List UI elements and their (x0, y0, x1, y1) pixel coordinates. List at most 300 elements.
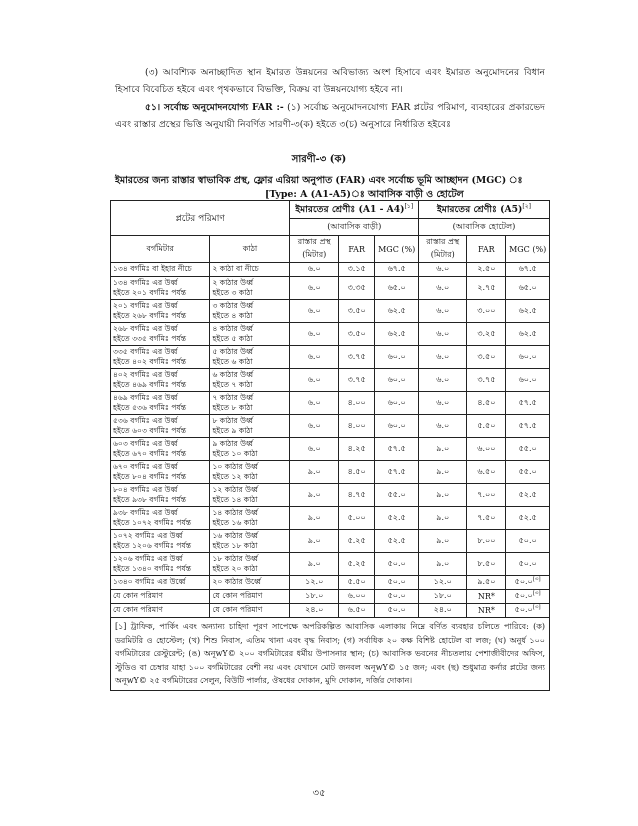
far-a5-cell-value: ২.৭৫ (477, 282, 496, 292)
far-cell-value: ৩.৭৫ (347, 351, 366, 361)
mgc-cell (375, 300, 419, 323)
mgc-cell (375, 484, 419, 507)
road-width-a5-cell (418, 576, 467, 590)
road-width-cell-value: ৯.০ (307, 489, 321, 499)
road-width-cell (290, 553, 339, 576)
plot-size-katha (210, 590, 290, 604)
far-cell-value: ৪.৫০ (347, 466, 366, 476)
plot-size-katha-line: হইতে ১২ কাঠা (212, 472, 258, 481)
far-cell (338, 484, 374, 507)
plot-size-sqm-line: হইতে ৩৩৫ বর্গমিঃ পর্যন্ত (113, 334, 187, 343)
plot-size-katha (210, 576, 290, 590)
road-width-a5-cell-value: ৯.০ (436, 466, 450, 476)
table-row (111, 438, 550, 461)
plot-size-katha-line: হইতে ৭ কাঠা (212, 380, 253, 389)
mgc-cell (375, 346, 419, 369)
group-a1-a4-header (290, 201, 419, 219)
plot-size-sqm-line: ১৩৪ বর্গমিঃ বা ইহার নীচে (113, 264, 192, 274)
plot-size-katha-line: ৫ কাঠার উর্ধ্ব (212, 346, 254, 356)
table-row (111, 590, 550, 604)
plot-size-katha-line: হইতে ৬ কাঠা (212, 357, 253, 366)
plot-size-katha-line: যে কোন পরিমাণ (212, 591, 263, 601)
road-width-a5-cell-value: ৬.০ (436, 282, 450, 292)
mgc-a5-cell-value: ৬৭.৫ (518, 264, 537, 273)
plot-size-katha-line: হইতে ৩ কাঠা (212, 288, 253, 297)
road-width-a5-cell (418, 438, 467, 461)
plot-size-katha-line: হইতে ১৪ কাঠা (212, 495, 258, 504)
road-width-a5-cell-value: ২৪.০ (433, 605, 452, 614)
road-width-a5-cell-value: ৬.০ (436, 420, 450, 430)
plot-size-katha-line: ২০ কাঠার উর্ধ্বে (212, 577, 262, 587)
road-width-cell (290, 415, 339, 438)
plot-size-sqm (111, 323, 210, 346)
mgc-a5-cell (506, 300, 550, 323)
road-width-a5-cell-value: ৯.০ (436, 512, 450, 522)
far-a5-cell (467, 346, 506, 369)
far-a5-cell (467, 553, 506, 576)
plot-size-sqm (111, 604, 210, 618)
road-width-cell-value: ২৪.০ (305, 605, 324, 614)
mgc-cell-value: ৬০.০ (387, 374, 406, 384)
footnote-marker: [৩] (532, 604, 541, 611)
far-a5-cell-value: ৭.৫০ (477, 512, 496, 522)
table-row (111, 461, 550, 484)
mgc-a5-cell-value: ৬০.০ (518, 351, 537, 361)
far-a5-cell (467, 263, 506, 277)
far-cell (338, 277, 374, 300)
mgc-a5-cell (506, 604, 550, 618)
far-a5-cell-value: ২.৫০ (477, 264, 496, 273)
plot-size-sqm-line: ৩৩৫ বর্গমিঃ এর উর্ধ্ব (113, 346, 178, 356)
mgc-cell (375, 507, 419, 530)
col-mgc: MGC (%) (375, 236, 419, 263)
road-width-cell (290, 530, 339, 553)
road-width-cell-value: ৬.০ (307, 397, 321, 407)
road-width-a5-cell-value: ৯.০ (436, 535, 450, 545)
mgc-a5-cell (506, 346, 550, 369)
table-footnote: [১] ট্রাফিক, পার্কিং এবং অন্যান্য চাহিদা পূরণ সাপেক্ষে অপরিকল্পিত আবাসিক এলাকায় নিম্নে বর্ণিত ব্যবহার চলিতে পারিবে: (ক) ডরমিটরি ও হোস্টেল; (খ) শিশু নিবাস, এতিম খানা এবং বৃদ্ধ নিবাস; (গ) সর্বাধিক ২০ কক্ষ বিশিষ্ট হোটেল বা লজ; (ঘ) অনুর্ধ ১০০ বর্গমিটারের রেস্টুরেন্ট; (ঙ) অনূwY© ২০০ বর্গমিটারের ধর্মীয় উপাসনার স্থান; (চ) আবাসিক ভবনের নীচতলায় পেশাজীবীদের অফিস, স্টুডিও বা চেম্বার যাহা ১০০ বর্গমিটারের বেশী নয় এবং যেখানে মোট জনবল অনূwY© ১৫ জন; এবং (ছ) শুধুমাত্র কর্নার প্লটের জন্য অনূwY© ২৫ বর্গমিটারের সেলুন, বিউটি পার্লার, ঔষধের দোকান, মুদি দোকান, দর্জির দোকান। (111, 618, 550, 691)
plot-size-katha-line: হইতে ৮ কাঠা (212, 403, 253, 412)
road-width-a5-cell (418, 530, 467, 553)
road-width-cell-value: ৬.০ (307, 374, 321, 384)
plot-size-katha (210, 277, 290, 300)
road-width-a5-cell-value: ৯.০ (436, 558, 450, 568)
col-square-meter: বর্গমিটার (111, 236, 210, 263)
far-cell (338, 461, 374, 484)
plot-size-katha (210, 369, 290, 392)
plot-size-katha-line: ১৪ কাঠার উর্ধ্ব (212, 507, 258, 517)
mgc-cell-value: ৫০.০ (387, 605, 406, 614)
mgc-cell-value: ৫৭.৫ (387, 466, 406, 476)
table-row (111, 415, 550, 438)
mgc-a5-cell-value: ৫০.০ (514, 591, 533, 600)
far-a5-cell-value: NR* (477, 606, 495, 615)
far-a5-cell (467, 438, 506, 461)
mgc-cell (375, 576, 419, 590)
plot-size-katha-line: হইতে ১০ কাঠা (212, 449, 258, 458)
road-width-cell-value: ৬.০ (307, 264, 321, 273)
far-cell (338, 530, 374, 553)
mgc-a5-cell-value: ৫৭.৫ (518, 420, 537, 430)
far-a5-cell (467, 415, 506, 438)
road-width-cell-value: ৯.০ (307, 512, 321, 522)
road-width-cell (290, 507, 339, 530)
road-width-a5-cell-value: ১৮.০ (433, 591, 452, 600)
road-width-cell-value: ৬.০ (307, 328, 321, 338)
table-row (111, 392, 550, 415)
plot-size-sqm-line: হইতে ৪৬৯ বর্গমিঃ পর্যন্ত (113, 380, 187, 389)
plot-size-katha (210, 300, 290, 323)
plot-size-katha-line: ৬ কাঠার উর্ধ্ব (212, 369, 254, 379)
far-a5-cell (467, 530, 506, 553)
mgc-a5-cell (506, 461, 550, 484)
road-width-cell-value: ৬.০ (307, 351, 321, 361)
mgc-cell (375, 438, 419, 461)
page-number: ৩৫ (312, 788, 326, 799)
far-cell-value: ৪.২৫ (347, 443, 366, 453)
plot-size-sqm-line: হইতে ৫৩৬ বর্গমিঃ পর্যন্ত (113, 403, 187, 412)
plot-size-katha-line: ১০ কাঠার উর্ধ্ব (212, 461, 258, 471)
plot-size-katha-line: ৪ কাঠার উর্ধ্ব (212, 323, 254, 333)
road-width-cell-value: ৯.০ (307, 558, 321, 568)
group-a5-subtitle: (আবাসিক হোটেল) (418, 219, 549, 236)
far-a5-cell (467, 277, 506, 300)
far-cell (338, 369, 374, 392)
mgc-a5-cell (506, 263, 550, 277)
far-a5-cell-value: ৩.০০ (477, 305, 496, 315)
mgc-a5-cell-value: ৫৭.৫ (518, 397, 537, 407)
plot-size-sqm (111, 263, 210, 277)
far-cell (338, 553, 374, 576)
road-width-cell (290, 277, 339, 300)
plot-size-katha-line: ৩ কাঠার উর্ধ্ব (212, 300, 254, 310)
mgc-a5-cell (506, 590, 550, 604)
mgc-cell-value: ৬৭.৫ (387, 264, 406, 273)
table-row (111, 263, 550, 277)
road-width-cell (290, 263, 339, 277)
road-width-cell (290, 461, 339, 484)
far-a5-cell (467, 576, 506, 590)
road-width-a5-cell (418, 369, 467, 392)
plot-size-sqm (111, 590, 210, 604)
plot-size-katha-line: ৮ কাঠার উর্ধ্ব (212, 415, 254, 425)
mgc-cell-value: ৫৭.৫ (387, 443, 406, 453)
plot-size-sqm-line: ৪৬৯ বর্গমিঃ এর উর্ধ্ব (113, 392, 178, 402)
road-width-a5-cell (418, 415, 467, 438)
far-a5-cell (467, 484, 506, 507)
plot-size-sqm-line: ২০১ বর্গমিঃ এর উর্ধ্ব (113, 300, 178, 310)
mgc-cell (375, 461, 419, 484)
table-row (111, 530, 550, 553)
far-a5-cell-value: ৯.৫০ (477, 577, 496, 586)
road-width-a5-cell (418, 300, 467, 323)
far-a5-cell-value: ৫.৫০ (477, 420, 496, 430)
table-row (111, 576, 550, 590)
far-cell (338, 263, 374, 277)
plot-size-sqm-line: হইতে ১০৭২ বর্গমিঃ পর্যন্ত (113, 518, 192, 527)
far-table (110, 200, 550, 691)
far-cell-value: ৩.৫০ (347, 305, 366, 315)
road-width-a5-cell (418, 604, 467, 618)
far-a5-cell (467, 604, 506, 618)
plot-size-katha (210, 530, 290, 553)
group-a5-title: ইমারতের শ্রেণীঃ (A5) (437, 204, 523, 216)
mgc-a5-cell-value: ৫০.০ (514, 605, 533, 614)
table-row (111, 507, 550, 530)
road-width-a5-cell (418, 553, 467, 576)
mgc-cell-value: ৬২.৫ (387, 328, 406, 338)
road-width-a5-cell (418, 461, 467, 484)
road-width-a5-cell (418, 590, 467, 604)
table-row (111, 369, 550, 392)
section-51-text: (১) সর্বোচ্চ অনুমোদনযোগ্য FAR প্লটের পরিমাণ, ব্যবহারের প্রকারভেদ এবং রাস্তার প্রস্থের ভিত্তি অনুযায়ী নিবর্ণিত সারণী-৩(ক) হইতে ৩(চ) অনুসারে নির্ধারিত হইবেঃ (115, 102, 545, 130)
road-width-cell-value: ৬.০ (307, 420, 321, 430)
col-road-width-a5: রাস্তার প্রস্থ (মিটার) (418, 236, 467, 263)
plot-size-katha (210, 392, 290, 415)
plot-size-katha (210, 415, 290, 438)
road-width-cell (290, 576, 339, 590)
far-cell-value: ৩.৫০ (347, 328, 366, 338)
road-width-a5-cell-value: ৯.০ (436, 443, 450, 453)
mgc-a5-cell-value: ৫২.৫ (518, 489, 537, 499)
road-width-a5-cell-value: ৬.০ (436, 264, 450, 273)
plot-size-katha (210, 604, 290, 618)
plot-size-sqm (111, 300, 210, 323)
mgc-cell-value: ৫২.৫ (387, 535, 406, 545)
table-caption (115, 174, 555, 202)
far-cell-value: ৪.০০ (347, 420, 366, 430)
plot-size-katha (210, 323, 290, 346)
far-a5-cell (467, 323, 506, 346)
plot-size-header: প্লটের পরিমাণ (111, 201, 290, 236)
plot-size-sqm (111, 346, 210, 369)
mgc-cell-value: ৫০.০ (387, 577, 406, 586)
road-width-a5-cell (418, 484, 467, 507)
far-cell-value: ৫.৫০ (347, 577, 366, 586)
plot-size-sqm-line: ১০৭২ বর্গমিঃ এর উর্ধ্ব (113, 530, 183, 540)
far-a5-cell-value: ৬.৫০ (477, 466, 496, 476)
far-a5-cell-value: NR* (477, 592, 495, 601)
footnote-marker: [৩] (532, 590, 541, 597)
far-a5-cell (467, 392, 506, 415)
group-a5-header (418, 201, 549, 219)
plot-size-sqm-line: ৮০৪ বর্গমিঃ এর উর্ধ্ব (113, 484, 178, 494)
far-cell-value: ৬.০০ (347, 591, 366, 600)
road-width-a5-cell (418, 346, 467, 369)
plot-size-katha-line: হইতে ২০ কাঠা (212, 564, 258, 573)
caption-line-1: ইমারতের জন্য রাস্তার স্বাভাবিক প্রস্থ, ফ্লোর এরিয়া অনুপাত (FAR) এবং সর্বোচ্চ ভূমি আচ্ছাদন (MGC) ঃ (115, 175, 523, 186)
plot-size-katha (210, 553, 290, 576)
far-a5-cell (467, 369, 506, 392)
road-width-a5-cell (418, 507, 467, 530)
far-a5-cell-value: ৪.৫০ (477, 397, 496, 407)
table-row (111, 553, 550, 576)
plot-size-katha-line: ৯ কাঠার উর্ধ্ব (212, 438, 254, 448)
plot-size-katha-line: হইতে ৯ কাঠা (212, 426, 253, 435)
table-title: সারণী-৩ (ক) (291, 154, 347, 165)
far-a5-cell (467, 461, 506, 484)
mgc-cell-value: ৬০.০ (387, 397, 406, 407)
mgc-cell-value: ৫০.০ (387, 591, 406, 600)
plot-size-sqm-line: ৬৭০ বর্গমিঃ এর উর্ধ্ব (113, 461, 178, 471)
road-width-cell (290, 300, 339, 323)
plot-size-katha (210, 461, 290, 484)
mgc-cell (375, 277, 419, 300)
plot-size-katha (210, 346, 290, 369)
plot-size-sqm-line: হইতে ৬০৩ বর্গমিঃ পর্যন্ত (113, 426, 187, 435)
mgc-a5-cell (506, 392, 550, 415)
plot-size-katha-line: হইতে ১৮ কাঠা (212, 541, 258, 550)
road-width-a5-cell-value: ৯.০ (436, 489, 450, 499)
far-cell-value: ৩.৩৫ (347, 282, 366, 292)
plot-size-sqm (111, 484, 210, 507)
plot-size-katha-line: ১৮ কাঠার উর্ধ্ব (212, 553, 258, 563)
mgc-cell (375, 392, 419, 415)
far-cell-value: ৪.০০ (347, 397, 366, 407)
far-cell (338, 323, 374, 346)
road-width-cell-value: ৯.০ (307, 466, 321, 476)
caption-line-2: [Type: A (A1-A5)ঃ আবাসিক বাড়ী ও হোটেল (265, 189, 464, 200)
plot-size-katha-line: ১২ কাঠার উর্ধ্ব (212, 484, 258, 494)
road-width-a5-cell-value: ৬.০ (436, 351, 450, 361)
plot-size-sqm (111, 415, 210, 438)
plot-size-katha-line: ২ কাঠার উর্ধ্ব (212, 277, 254, 287)
table-row (111, 604, 550, 618)
mgc-a5-cell-value: ৬২.৫ (518, 305, 537, 315)
plot-size-sqm-line: যে কোন পরিমাণ (113, 591, 163, 601)
far-a5-cell-value: ৩.৭৫ (477, 374, 496, 384)
mgc-a5-cell-value: ৫০.০ (514, 577, 533, 586)
plot-size-sqm-line: ৯৩৮ বর্গমিঃ এর উর্ধ্ব (113, 507, 178, 517)
mgc-cell-value: ৬০.০ (387, 420, 406, 430)
plot-size-sqm-line: হইতে ৯৩৮ বর্গমিঃ পর্যন্ত (113, 495, 187, 504)
far-cell (338, 576, 374, 590)
mgc-a5-cell (506, 323, 550, 346)
plot-size-sqm-line: হইতে ৬৭০ বর্গমিঃ পর্যন্ত (113, 449, 187, 458)
far-cell-value: ৫.০০ (347, 512, 366, 522)
mgc-cell (375, 263, 419, 277)
mgc-a5-cell (506, 576, 550, 590)
mgc-cell-value: ৬২.৫ (387, 305, 406, 315)
paragraph-51 (115, 100, 545, 133)
plot-size-sqm-line: হইতে ৪০২ বর্গমিঃ পর্যন্ত (113, 357, 187, 366)
plot-size-katha-line: ৭ কাঠার উর্ধ্ব (212, 392, 254, 402)
road-width-cell-value: ৬.০ (307, 282, 321, 292)
far-a5-cell (467, 507, 506, 530)
mgc-a5-cell (506, 507, 550, 530)
road-width-a5-cell-value: ৬.০ (436, 305, 450, 315)
group-a5-note: [২] (522, 203, 531, 211)
road-width-cell (290, 392, 339, 415)
plot-size-katha-line: ১৬ কাঠার উর্ধ্ব (212, 530, 258, 540)
plot-size-sqm (111, 461, 210, 484)
plot-size-sqm (111, 369, 210, 392)
mgc-a5-cell (506, 530, 550, 553)
mgc-a5-cell-value: ৫০.০ (518, 535, 537, 545)
mgc-a5-cell-value: ৬০.০ (518, 374, 537, 384)
plot-size-sqm-line: হইতে ২০১ বর্গমিঃ পর্যন্ত (113, 288, 187, 297)
road-width-a5-cell (418, 277, 467, 300)
mgc-cell-value: ৬০.০ (387, 351, 406, 361)
road-width-cell (290, 484, 339, 507)
mgc-cell (375, 369, 419, 392)
plot-size-sqm-line: ১৩৪০ বর্গমিঃ এর উর্ধ্বে (113, 577, 186, 587)
plot-size-katha-line: যে কোন পরিমাণ (212, 605, 263, 615)
table-body (111, 263, 550, 618)
far-a5-cell (467, 300, 506, 323)
plot-size-katha (210, 438, 290, 461)
far-cell (338, 590, 374, 604)
road-width-cell-value: ৬.০ (307, 305, 321, 315)
col-mgc-a5: MGC (%) (506, 236, 550, 263)
road-width-cell (290, 438, 339, 461)
plot-size-sqm (111, 392, 210, 415)
mgc-cell-value: ৫০.০ (387, 558, 406, 568)
plot-size-katha-line: হইতে ৫ কাঠা (212, 334, 253, 343)
road-width-a5-cell-value: ৬.০ (436, 374, 450, 384)
mgc-a5-cell (506, 277, 550, 300)
mgc-a5-cell-value: ৫৫.০ (518, 443, 537, 453)
paragraph-3: (৩) আবশ্যিক অনাচ্ছাদিত স্থান ইমারত উন্নয়নের অবিভাজ্য অংশ হিসাবে এবং ইমারত অনুমোদনের বিধান হিসাবে বিবেচিত হইবে এবং পৃথকভাবে বিভক্তি, বিক্রয় বা উন্নয়নযোগ্য হইবে না। (115, 67, 545, 95)
mgc-a5-cell (506, 484, 550, 507)
far-a5-cell-value: ৮.৫০ (477, 558, 496, 568)
mgc-a5-cell (506, 415, 550, 438)
plot-size-sqm-line: ১৩৪ বর্গমিঃ এর উর্ধ্ব (113, 277, 178, 287)
far-cell (338, 346, 374, 369)
plot-size-katha (210, 484, 290, 507)
far-cell-value: ৫.২৫ (347, 535, 366, 545)
road-width-a5-cell (418, 323, 467, 346)
far-a5-cell-value: ৮.০০ (477, 535, 496, 545)
plot-size-sqm-line: ৬০৩ বর্গমিঃ এর উর্ধ্ব (113, 438, 178, 448)
far-a5-cell-value: ৭.০০ (477, 489, 496, 499)
mgc-a5-cell-value: ৫০.০ (518, 558, 537, 568)
far-a5-cell-value: ৩.৫০ (477, 351, 496, 361)
plot-size-sqm-line: হইতে ৮০৪ বর্গমিঃ পর্যন্ত (113, 472, 187, 481)
col-katha: কাঠা (210, 236, 290, 263)
road-width-cell-value: ৯.০ (307, 535, 321, 545)
road-width-cell (290, 323, 339, 346)
plot-size-katha-line: হইতে ৪ কাঠা (212, 311, 253, 320)
plot-size-sqm (111, 576, 210, 590)
col-far: FAR (338, 236, 374, 263)
mgc-cell-value: ৫২.৫ (387, 512, 406, 522)
road-width-a5-cell (418, 392, 467, 415)
table-row (111, 484, 550, 507)
mgc-cell-value: ৬৫.০ (387, 282, 406, 292)
far-cell (338, 300, 374, 323)
road-width-a5-cell-value: ১২.০ (433, 577, 452, 586)
plot-size-katha-line: হইতে ১৬ কাঠা (212, 518, 258, 527)
far-cell (338, 415, 374, 438)
table-row (111, 277, 550, 300)
plot-size-sqm-line: ৫৩৬ বর্গমিঃ এর উর্ধ্ব (113, 415, 178, 425)
far-a5-cell (467, 590, 506, 604)
table-row (111, 346, 550, 369)
mgc-a5-cell (506, 369, 550, 392)
table-row (111, 300, 550, 323)
mgc-a5-cell-value: ৬৫.০ (518, 282, 537, 292)
plot-size-sqm (111, 553, 210, 576)
footnote-marker: [৩] (532, 576, 541, 583)
mgc-cell (375, 590, 419, 604)
col-road-width: রাস্তার প্রস্থ (মিটার) (290, 236, 339, 263)
road-width-cell (290, 604, 339, 618)
road-width-cell-value: ১৮.০ (305, 591, 324, 600)
road-width-cell (290, 346, 339, 369)
road-width-cell (290, 590, 339, 604)
mgc-cell-value: ৫৫.০ (387, 489, 406, 499)
